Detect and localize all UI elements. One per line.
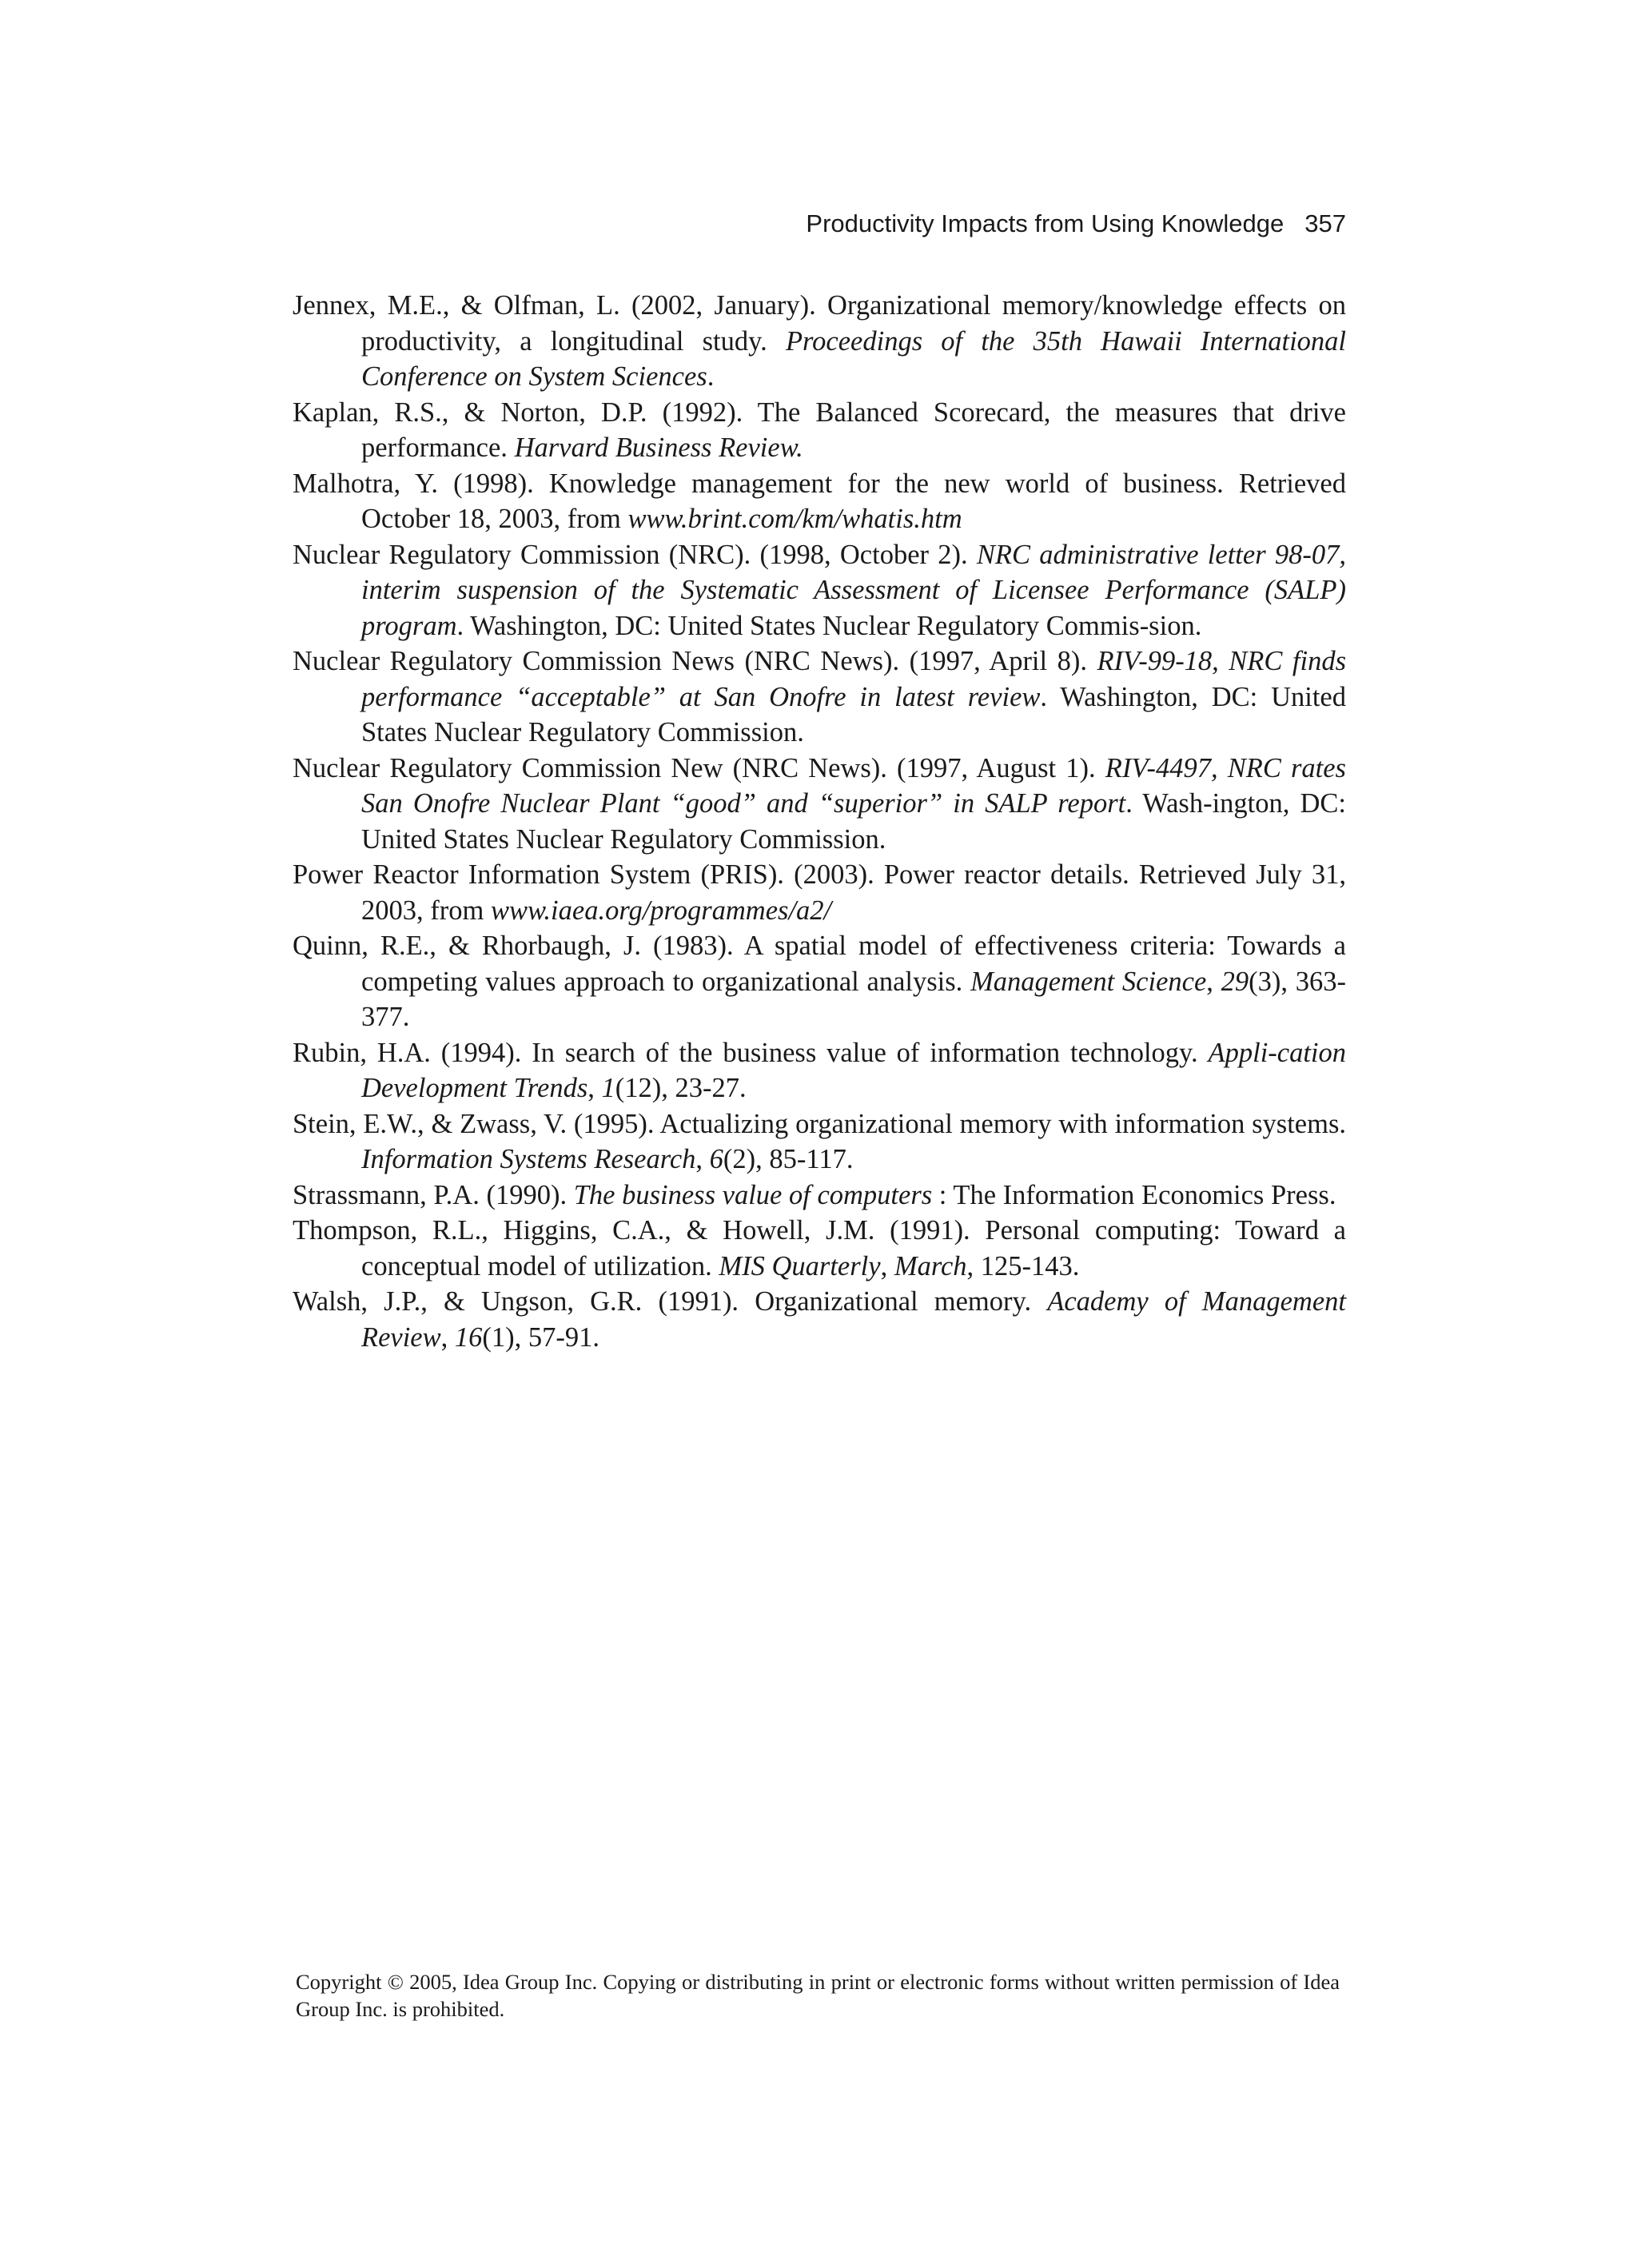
reference-italic-segment: MIS Quarterly [719, 1250, 881, 1281]
reference-text-segment: . Washington, DC: United States Nuclear Regulatory Commission. [361, 681, 1346, 747]
running-title: Productivity Impacts from Using Knowledge [806, 209, 1285, 237]
reference-text-segment: , [587, 1073, 602, 1103]
reference-entry [293, 1178, 1346, 1214]
reference-italic-segment: RIV-4497, NRC rates San Onofre Nuclear Plant “good” and “superior” in SALP report [361, 752, 1346, 819]
reference-entry [293, 644, 1346, 751]
reference-italic-segment: 1 [601, 1073, 615, 1103]
reference-text-segment: Thompson, R.L., Higgins, C.A., & Howell, J.M. (1991). Personal computing: Toward a conceptual model of utilization. [293, 1215, 1346, 1281]
reference-entry [293, 395, 1346, 466]
reference-italic-segment: NRC administrative letter 98-07, interim suspension of the Systematic Assessment of Licensee Performance (SALP) program [361, 539, 1346, 641]
reference-text-segment: , [695, 1144, 710, 1174]
reference-text-segment: . Wash-ington, DC: United States Nuclear Regulatory Commission. [361, 788, 1346, 855]
running-header [293, 206, 1346, 241]
reference-italic-segment: March [894, 1250, 967, 1281]
reference-entry [293, 1035, 1346, 1106]
reference-entry [293, 751, 1346, 858]
reference-italic-segment: Appli-cation Development Trends [361, 1037, 1346, 1103]
reference-italic-segment: Information Systems Research [361, 1144, 696, 1174]
reference-text-segment: . Washington, DC: United States Nuclear Regulatory Commis-sion. [456, 610, 1202, 641]
reference-text-segment: . [707, 361, 715, 392]
reference-text-segment: (3), 363-377. [361, 966, 1347, 1032]
reference-entry [293, 288, 1346, 395]
reference-entry [293, 1284, 1346, 1355]
reference-text-segment: Malhotra, Y. (1998). Knowledge management for the new world of business. Retrieved October 18, 2003, from [293, 468, 1346, 534]
reference-entry [293, 1213, 1346, 1284]
reference-text-segment: , 125-143. [966, 1250, 1080, 1281]
reference-italic-segment: Proceedings of the 35th Hawaii International Conference on System Sciences [361, 325, 1346, 392]
reference-italic-segment: www.iaea.org/programmes/a2/ [490, 895, 832, 926]
reference-italic-segment: www.brint.com/km/whatis.htm [627, 504, 962, 534]
reference-text-segment: Nuclear Regulatory Commission News (NRC News). (1997, April 8). [293, 646, 1097, 676]
reference-text-segment: (2), 85-117. [723, 1144, 854, 1174]
reference-italic-segment: 6 [709, 1144, 723, 1174]
reference-text-segment: Nuclear Regulatory Commission New (NRC News). (1997, August 1). [293, 752, 1105, 783]
reference-text-segment: Jennex, M.E., & Olfman, L. (2002, January). Organizational memory/knowledge effects on productivity, a longitudinal study. [293, 290, 1346, 357]
reference-list [293, 288, 1346, 1355]
reference-text-segment: (1), 57-91. [482, 1321, 599, 1353]
reference-text-segment: (12), 23-27. [615, 1073, 747, 1103]
copyright-notice: Copyright © 2005, Idea Group Inc. Copying or distributing in print or electronic forms without written permission of Idea Group Inc. is prohibited. [296, 1970, 1340, 2021]
reference-text-segment: Strassmann, P.A. (1990). [293, 1179, 574, 1210]
reference-text-segment: Walsh, J.P., & Ungson, G.R. (1991). Organizational memory. [293, 1286, 1048, 1317]
reference-text-segment: Power Reactor Information System (PRIS). (2003). Power reactor details. Retrieved July 31, 2003, from [293, 859, 1346, 926]
reference-entry [293, 857, 1346, 928]
reference-text-segment: Quinn, R.E., & Rhorbaugh, J. (1983). A spatial model of effectiveness criteria: Towards a competing values approach to organizational analysis. [293, 931, 1346, 997]
reference-text-segment: , [1206, 966, 1221, 997]
reference-italic-segment: 29 [1221, 966, 1249, 997]
reference-italic-segment: Management Science [970, 966, 1207, 997]
reference-text-segment: : The Information Economics Press. [932, 1179, 1336, 1210]
reference-text-segment: Stein, E.W., & Zwass, V. (1995). Actualizing organizational memory with information systems. [293, 1108, 1346, 1139]
reference-italic-segment: The business value of computers [573, 1179, 933, 1210]
reference-entry [293, 466, 1346, 537]
reference-italic-segment: RIV-99-18, NRC finds performance “acceptable” at San Onofre in latest review [361, 646, 1346, 712]
reference-entry [293, 537, 1346, 644]
reference-entry [293, 1106, 1346, 1178]
page-number: 357 [1304, 209, 1346, 237]
reference-italic-segment: Academy of Management Review [361, 1286, 1346, 1353]
reference-text-segment: Rubin, H.A. (1994). In search of the business value of information technology. [293, 1037, 1209, 1068]
reference-text-segment: Nuclear Regulatory Commission (NRC). (1998, October 2). [293, 539, 977, 570]
reference-text-segment: , [440, 1321, 455, 1353]
reference-text-segment: , [880, 1250, 894, 1281]
reference-entry [293, 928, 1346, 1035]
reference-italic-segment: 16 [454, 1321, 483, 1353]
reference-italic-segment: Harvard Business Review. [514, 432, 803, 463]
reference-text-segment: Kaplan, R.S., & Norton, D.P. (1992). The Balanced Scorecard, the measures that drive performance. [293, 397, 1346, 463]
